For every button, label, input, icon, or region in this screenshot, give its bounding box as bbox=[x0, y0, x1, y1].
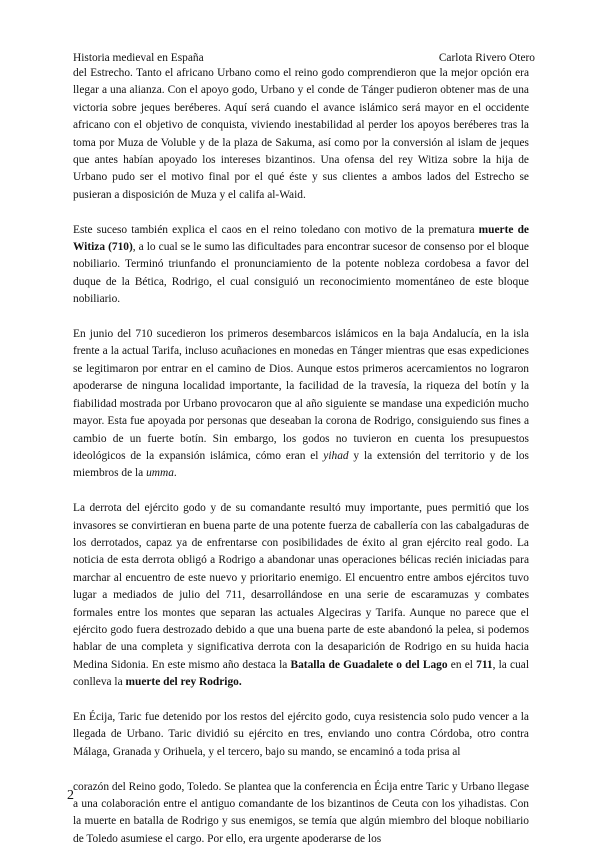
paragraph-2-text: Este suceso también explica el caos en el reino toledano con motivo de la prematura bbox=[73, 223, 479, 236]
header-author: Carlota Rivero Otero bbox=[438, 52, 535, 64]
paragraph-1: del Estrecho. Tanto el africano Urbano como el reino godo comprendieron que la mejor opción era llegar a una alianza. Con el apoyo godo, Urbano y el conde de Tánger pudieron obtener mas de una victoria sobre jeques beréberes. Aquí será cuando el avance islámico será mayor en el occidente africano con el objetivo de conquista, viviendo inestabilidad al perder los apoyos beréberes tras la toma por Muza de Voluble y de la plaza de Sakuma, así como por la conversión al islam de jeques que antes habían apoyado los intereses bizantinos. Una ofensa del rey Witiza sobre la hija de Urbano pudo ser el motivo final por el qué éste y sus clientes a ambos lados del Estrecho se pusieran a disposición de Muza y el califa al-Waid. bbox=[73, 67, 529, 201]
paragraph-4-text-mid: en el bbox=[447, 658, 477, 671]
paragraph-4-text-mid2: , la cual conlleva la bbox=[73, 658, 530, 689]
paragraph-4 bbox=[73, 500, 529, 691]
paragraph-4-text: La derrota del ejército godo y de su comandante resultó muy importante, pues permitió que los invasores se convirtieran en buena parte de una potente fuerza de caballería con las cabalgaduras de los derrotados, capaz ya de enfrentarse con posibilidades de éxito al gran ejército real godo. La noticia de esta derrota obligó a Rodrigo a abandonar unas operaciones bélicas recién iniciadas para marchar al encuentro de este nuevo y prioritario enemigo. El encuentro entre ambos ejércitos tuvo lugar a mediados de julio del 711, desarrollándose en una serie de escaramuzas y combates formales entre los montes que separan las actuales Algeciras y Tarifa. Aunque no parece que el ejército godo fuera destrozado debido a que una buena parte de este abandonó la pelea, si podemos hablar de una completa y significativa derrota con la desaparición de Rodrigo en su huida hacia Medina Sidonia. En este mismo año destaca la bbox=[73, 502, 529, 671]
page-number: 2 bbox=[67, 788, 74, 803]
paragraph-3-text-mid: y la extensión del territorio y de los miembros de la bbox=[73, 449, 529, 480]
italic-umma: umma bbox=[146, 467, 174, 480]
paragraph-3-text: En junio del 710 sucedieron los primeros desembarcos islámicos en la baja Andalucía, en la isla frente a la actual Tarifa, incluso acuñaciones en monedas en Tánger mientras que esas expediciones se legitimaron por entrar en el camino de Dios. Aunque estos primeros acercamientos no lograron apoderarse de ninguna localidad importante, la facilidad de la travesía, la riqueza del botín y la fiabilidad mostrada por Urbano provocaron que al año siguiente se mandase una expedición mucho mayor. Esta fue apoyada por personas que deseaban la corona de Rodrigo, consiguiendo sus fines a cambio de un fuerte botín. Sin embargo, los godos no tuvieron en cuenta los presupuestos ideológicos de la expansión islámica, cómo eran el bbox=[73, 328, 529, 462]
header-title: Historia medieval en España bbox=[73, 52, 204, 64]
page-header bbox=[73, 51, 535, 65]
paragraph-2 bbox=[73, 222, 529, 309]
bold-muerte-rodrigo: muerte del rey Rodrigo. bbox=[125, 676, 242, 689]
italic-yihad: yihad bbox=[323, 449, 349, 462]
paragraph-3-text-end: . bbox=[173, 467, 177, 480]
paragraph-3 bbox=[73, 326, 529, 483]
bold-year-711: 711 bbox=[476, 658, 493, 671]
bold-muerte-witiza: muerte de Witiza (710) bbox=[73, 223, 529, 254]
bold-batalla-guadalete: Batalla de Guadalete o del Lago bbox=[290, 658, 448, 671]
paragraph-6: corazón del Reino godo, Toledo. Se plantea que la conferencia en Écija entre Taric y Urbano llegase a una colaboración entre el antiguo comandante de los bizantinos de Ceuta con los yihadistas. Con la muerte en batalla de Rodrigo y sus enemigos, se temía que algún miembro del bloque nobiliario de Toledo asumiese el cargo. Por ello, era urgente apoderarse de los bbox=[73, 780, 529, 845]
paragraph-5: En Écija, Taric fue detenido por los restos del ejército godo, cuya resistencia solo pudo vencer a la llegada de Urbano. Taric dividió su ejército en tres, enviando uno contra Córdoba, otro contra Málaga, Granada y Orihuela, y el tercero, bajo su mando, se encaminó a toda prisa al bbox=[73, 710, 529, 758]
paragraph-2-text-end: , a lo cual se le sumo las dificultades para encontrar sucesor de consenso por el bloque nobiliario. Terminó triunfando el pronunciamiento de la potente nobleza cordobesa a favor del duque de la Bética, Rodrigo, el cual consiguió un reconocimiento momentáneo de este bloque nobiliario. bbox=[73, 241, 529, 306]
document-body bbox=[73, 65, 529, 848]
